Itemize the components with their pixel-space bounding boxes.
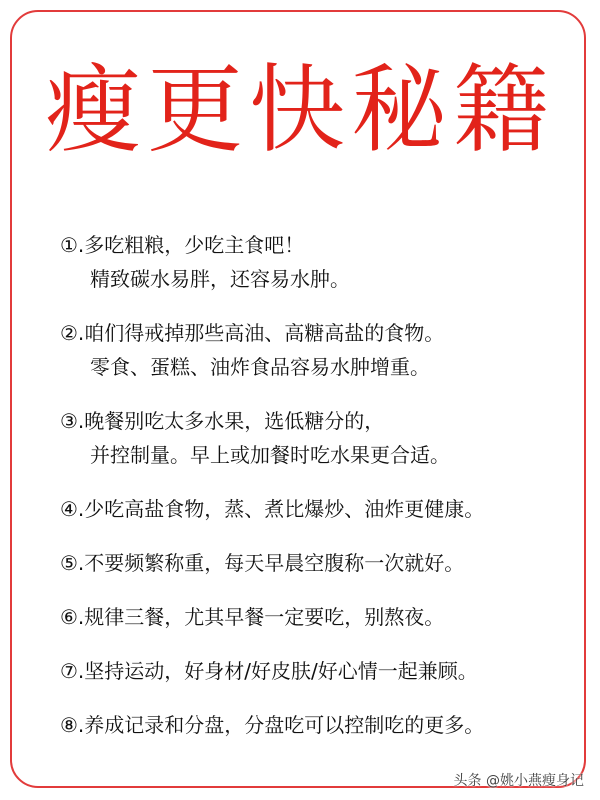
tip-item-7: [60, 654, 570, 688]
tip-item-2: [60, 316, 570, 384]
tip-line: ⑥.规律三餐，尤其早餐一定要吃，别熬夜。: [60, 605, 445, 629]
tip-line: 精致碳水易胖，还容易水肿。: [90, 267, 350, 291]
tip-item-3: [60, 404, 570, 472]
tip-line: 并控制量。早上或加餐时吃水果更合适。: [90, 443, 450, 467]
tip-item-6: [60, 600, 570, 634]
tip-line: ④.少吃高盐食物，蒸、煮比爆炒、油炸更健康。: [60, 497, 485, 521]
page-title: 瘦更快秘籍: [45, 54, 555, 166]
tip-line: ②.咱们得戒掉那些高油、高糖高盐的食物。: [60, 321, 445, 345]
watermark: 头条 @姚小燕瘦身记: [453, 773, 584, 789]
tip-line: ⑦.坚持运动，好身材/好皮肤/好心情一起兼顾。: [60, 659, 478, 683]
tip-item-4: [60, 492, 570, 526]
tip-item-8: [60, 708, 570, 742]
tips-list: [60, 228, 570, 762]
tip-line: ①.多吃粗粮，少吃主食吧！: [60, 233, 305, 257]
tip-line: ⑧.养成记录和分盘，分盘吃可以控制吃的更多。: [60, 713, 485, 737]
tip-line: ③.晚餐别吃太多水果，选低糖分的，: [60, 409, 385, 433]
tip-item-1: [60, 228, 570, 296]
tip-line: ⑤.不要频繁称重，每天早晨空腹称一次就好。: [60, 551, 465, 575]
tip-item-5: [60, 546, 570, 580]
tip-line: 零食、蛋糕、油炸食品容易水肿增重。: [90, 355, 430, 379]
